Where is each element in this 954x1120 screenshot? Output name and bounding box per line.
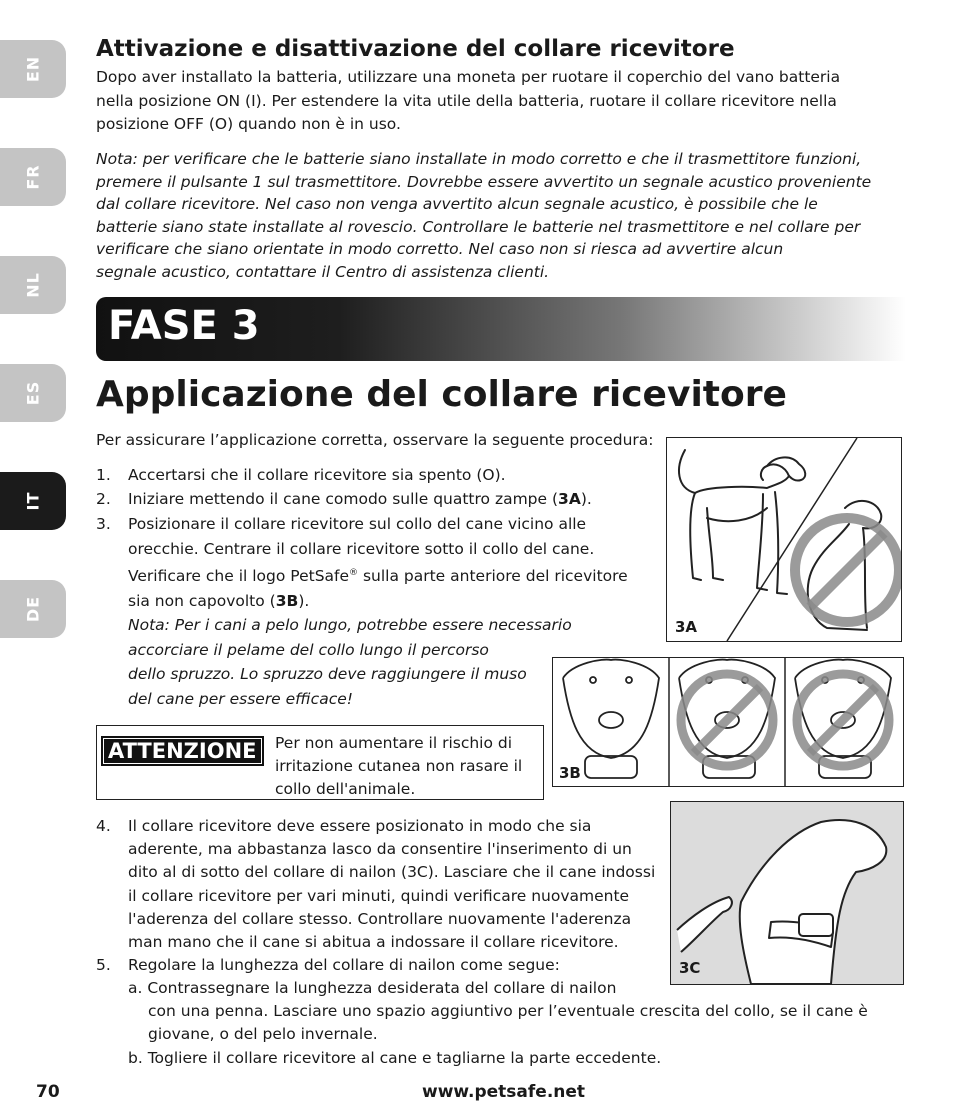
note-line: premere il pulsante 1 sul trasmettitore. Dovrebbe essere avvertito un segnale acustico proveniente xyxy=(96,172,872,191)
figure-ref: 3A xyxy=(558,490,581,508)
tab-es xyxy=(0,364,66,422)
list-item xyxy=(96,815,655,954)
tab-it xyxy=(0,472,66,530)
note-line: Nota: per verificare che le batterie siano installate in modo corretto e che il trasmettitore funzioni, xyxy=(96,150,862,168)
figure-3b xyxy=(552,657,904,787)
body-line: nella posizione ON (I). Per estendere la vita utile della batteria, ruotare il collare ricevitore nella xyxy=(96,91,837,110)
list-text: Il collare ricevitore deve essere posizionato in modo che sia aderente, ma abbastanza lasco da consentire l'inserimento di un dito al di sotto del collare di nailon (3C). Lasciare che il cane indossi il collare ricevitore per vari minuti, quindi verificare nuovamente l'aderenza del collare stesso. Controllare nuovamente l'aderenza man mano che il cane si abitua a indossare il collare ricevitore. xyxy=(128,817,656,952)
step-label: FASE 3 xyxy=(108,303,260,349)
note-line: verificare che siano orientate in modo corretto. Nel caso non si riesca ad avvertire alcun xyxy=(96,240,784,258)
step-banner xyxy=(96,297,906,361)
page-number: 70 xyxy=(36,1082,60,1102)
dog-illustration xyxy=(667,438,901,641)
body-line: posizione OFF (O) quando non è in uso. xyxy=(96,115,401,133)
tab-label: EN xyxy=(23,55,43,83)
tab-label: IT xyxy=(23,491,43,511)
list-text: Posizionare il collare ricevitore sul collo del cane vicino alle orecchie. Centrare il collare ricevitore sotto il collo del cane. Verificare che il logo PetSafe® sulla parte anteriore del ricevitore sia non capovolto (3B). Nota: Per i cani a pelo lungo, potrebbe essere necessario accorciare il pelame del collo lungo il percorso dello spruzzo. Lo spruzzo deve raggiungere il muso del cane per essere efficace! xyxy=(128,512,628,711)
note-line: accorciare il pelame del collo lungo il percorso xyxy=(128,640,489,659)
collar-position-illustration xyxy=(553,658,903,786)
list-number: 3. xyxy=(96,515,111,533)
section-body xyxy=(96,66,896,137)
note-line: dello spruzzo. Lo spruzzo deve raggiungere il muso xyxy=(128,665,527,684)
list-item xyxy=(96,512,628,711)
list-item xyxy=(96,487,592,512)
list-subitem: a. Contrassegnare la lunghezza desiderata del collare di nailon con una penna. Lasciare uno spazio aggiuntivo per l’eventuale crescita del collo, se il cane è giovane, o del pelo invernale. xyxy=(128,979,868,1043)
intro-text: Per assicurare l’applicazione corretta, osservare la seguente procedura: xyxy=(96,431,654,449)
warning-label: ATTENZIONE xyxy=(101,736,264,766)
figure-label: 3C xyxy=(679,959,701,977)
list-text: Accertarsi che il collare ricevitore sia spento (O). xyxy=(128,466,506,484)
tab-label: NL xyxy=(23,272,43,298)
tab-en xyxy=(0,40,66,98)
list-subitem: b. Togliere il collare ricevitore al cane e tagliarne la parte eccedente. xyxy=(128,1049,662,1067)
tab-label: ES xyxy=(23,380,43,406)
figure-ref: 3B xyxy=(275,591,299,610)
page-title: Applicazione del collare ricevitore xyxy=(96,374,787,415)
tab-nl xyxy=(0,256,66,314)
tab-de xyxy=(0,580,66,638)
figure-3c xyxy=(670,801,904,985)
note-line: dal collare ricevitore. Nel caso non venga avvertito alcun segnale acustico, è possibile che le xyxy=(96,195,818,213)
list-number: 4. xyxy=(96,817,111,835)
list-number: 1. xyxy=(96,466,111,484)
list-item xyxy=(96,463,506,488)
fit-check-illustration xyxy=(671,802,903,984)
note-line: del cane per essere efficace! xyxy=(128,689,353,708)
list-text: Regolare la lunghezza del collare di nailon come segue: xyxy=(128,956,560,974)
note-line: batterie siano state installate al rovescio. Controllare le batterie nel trasmettitore e nel collare per xyxy=(96,217,861,236)
list-number: 5. xyxy=(96,956,111,974)
body-line: Dopo aver installato la batteria, utilizzare una moneta per ruotare il coperchio del vano batteria xyxy=(96,68,841,86)
note-line: Nota: Per i cani a pelo lungo, potrebbe essere necessario xyxy=(128,616,572,635)
tab-fr xyxy=(0,148,66,206)
list-text: Iniziare mettendo il cane comodo sulle quattro zampe (3A). xyxy=(128,490,592,508)
figure-label: 3B xyxy=(559,764,581,782)
battery-note xyxy=(96,148,896,283)
warning-box xyxy=(96,725,544,800)
note-line: segnale acustico, contattare il Centro di assistenza clienti. xyxy=(96,262,550,281)
section-title: Attivazione e disattivazione del collare ricevitore xyxy=(96,36,735,62)
footer-url: www.petsafe.net xyxy=(422,1082,586,1102)
tab-label: DE xyxy=(23,595,43,623)
tab-label: FR xyxy=(23,164,43,190)
list-item xyxy=(96,954,560,977)
list-number: 2. xyxy=(96,490,111,508)
warning-text: Per non aumentare il rischio di irritazione cutanea non rasare il collo dell'animale. xyxy=(275,734,523,798)
figure-3a xyxy=(666,437,902,642)
figure-label: 3A xyxy=(675,618,698,636)
